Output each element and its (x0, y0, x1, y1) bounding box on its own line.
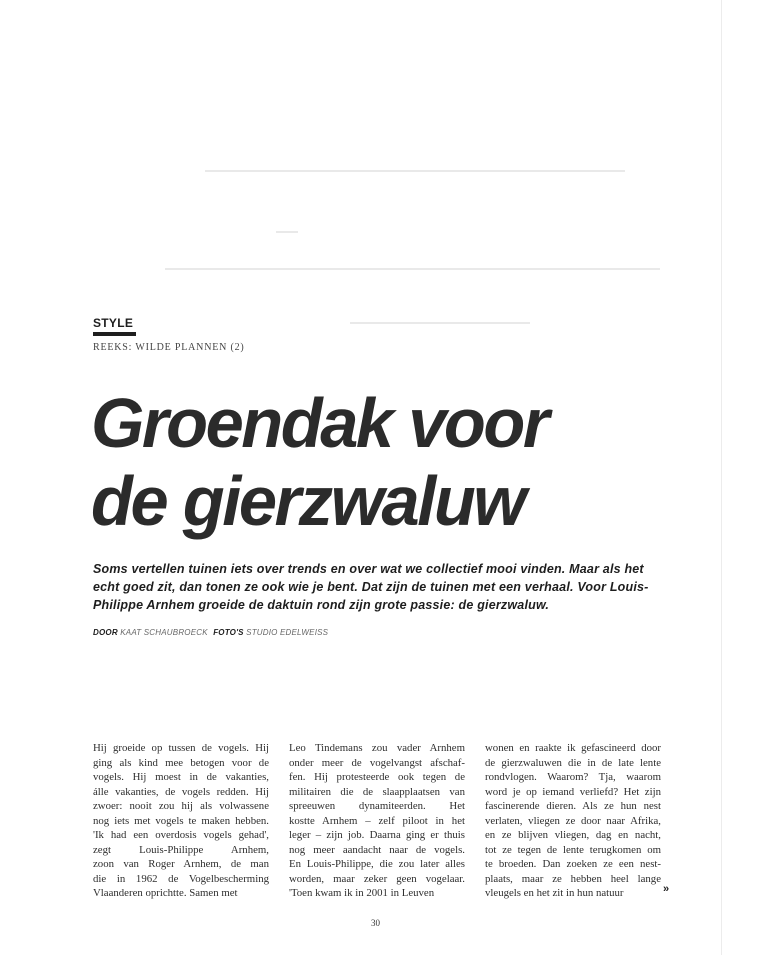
show-through-mark (205, 170, 625, 172)
body-column-3 (485, 741, 661, 901)
body-line: onder meer de vogelvangst afschaf- (289, 756, 465, 769)
page-edge (721, 0, 722, 955)
author-name: KAAT SCHAUBROECK (120, 628, 208, 637)
photo-key: FOTO'S (213, 628, 244, 637)
body-line: 'Ik had een overdosis vogels gehad', (93, 829, 269, 841)
section-rule (93, 332, 136, 336)
body-line: de gierzwaluwen die in de late lente (485, 756, 661, 769)
continue-arrow-icon: » (663, 883, 670, 895)
body-line: en ze blijven vliegen, dag en nacht, (485, 829, 661, 841)
page-number: 30 (371, 918, 380, 928)
body-line: Leo Tindemans zou vader Arnhem (289, 742, 465, 754)
photo-credit: STUDIO EDELWEISS (246, 628, 329, 637)
body-line: En Louis-Philippe, die zou later alles (289, 858, 465, 870)
body-line: vleugels en het zit in hun natuur (485, 887, 624, 899)
headline-line-2: de gierzwaluw (91, 462, 525, 540)
body-line: tot ze tegen de lente terugkomen om (485, 843, 661, 856)
body-line: spreeuwen dynamiteerden. Het (289, 800, 465, 812)
body-column-1 (93, 741, 269, 901)
body-line: ging als kind mee betogen voor de (93, 756, 269, 769)
show-through-mark (276, 231, 298, 233)
body-line: die in 1962 de Vogelbescherming (93, 872, 269, 885)
show-through-mark (350, 322, 530, 324)
body-line: rondvlogen. Waarom? Tja, waarom (485, 771, 661, 783)
body-line: militairen die de slaapplaatsen van (289, 785, 465, 798)
body-line: álle vakanties, de vogels redden. Hij (93, 785, 269, 798)
article-headline (91, 384, 556, 540)
article-lead: Soms vertellen tuinen iets over trends en over wat we collectief mooi vinden. Maar als het echt goed zit, dan tonen ze ook wie je bent. Dat zijn de tuinen met een verhaal. Voor Louis-Philippe Arnhem groeide de daktuin rond zijn grote passie: de gierzwaluw. (93, 562, 649, 612)
show-through-mark (165, 268, 660, 270)
headline-line-1: Groendak voor (91, 384, 548, 462)
body-line: zegt Louis-Philippe Arnhem, (93, 843, 269, 856)
body-line: word je op iemand verliefd? Het zijn (485, 785, 661, 798)
body-line: zwoer: nooit zou hij als volwassene (93, 800, 269, 812)
article-credits (93, 628, 331, 637)
body-line: 'Toen kwam ik in 2001 in Leuven (289, 887, 435, 899)
body-column-2 (289, 741, 465, 901)
body-line: worden, maar zeker geen vogelaar. (289, 872, 465, 885)
body-line: wonen en raakte ik gefascineerd door (485, 742, 661, 754)
section-tag: STYLE (93, 316, 134, 330)
body-line: Vlaanderen oprichtte. Samen met (93, 887, 238, 899)
series-label: REEKS: WILDE PLANNEN (2) (93, 342, 245, 353)
body-line: leger – zijn job. Daarna ging er thuis (289, 829, 465, 841)
body-line: vogels. Hij moest in de vakanties, (93, 771, 269, 783)
author-key: DOOR (93, 628, 118, 637)
body-line: nog meer aandacht naar de vogels. (289, 843, 465, 856)
body-line: Hij groeide op tussen de vogels. Hij (93, 742, 269, 754)
body-line: te broeden. Dan zoeken ze een nest- (485, 858, 661, 870)
body-line: zoon van Roger Arnhem, de man (93, 858, 269, 870)
body-line: fascinerende dieren. Als ze hun nest (485, 800, 661, 812)
body-line: verlaten, vliegen ze door naar Afrika, (485, 814, 661, 827)
body-line: plaats, maar ze hebben heel lange (485, 872, 661, 885)
body-line: kostte Arnhem – zelf piloot in het (289, 814, 465, 827)
body-line: fen. Hij protesteerde ook tegen de (289, 771, 465, 783)
body-line: nog iets met vogels te maken hebben. (93, 814, 269, 827)
